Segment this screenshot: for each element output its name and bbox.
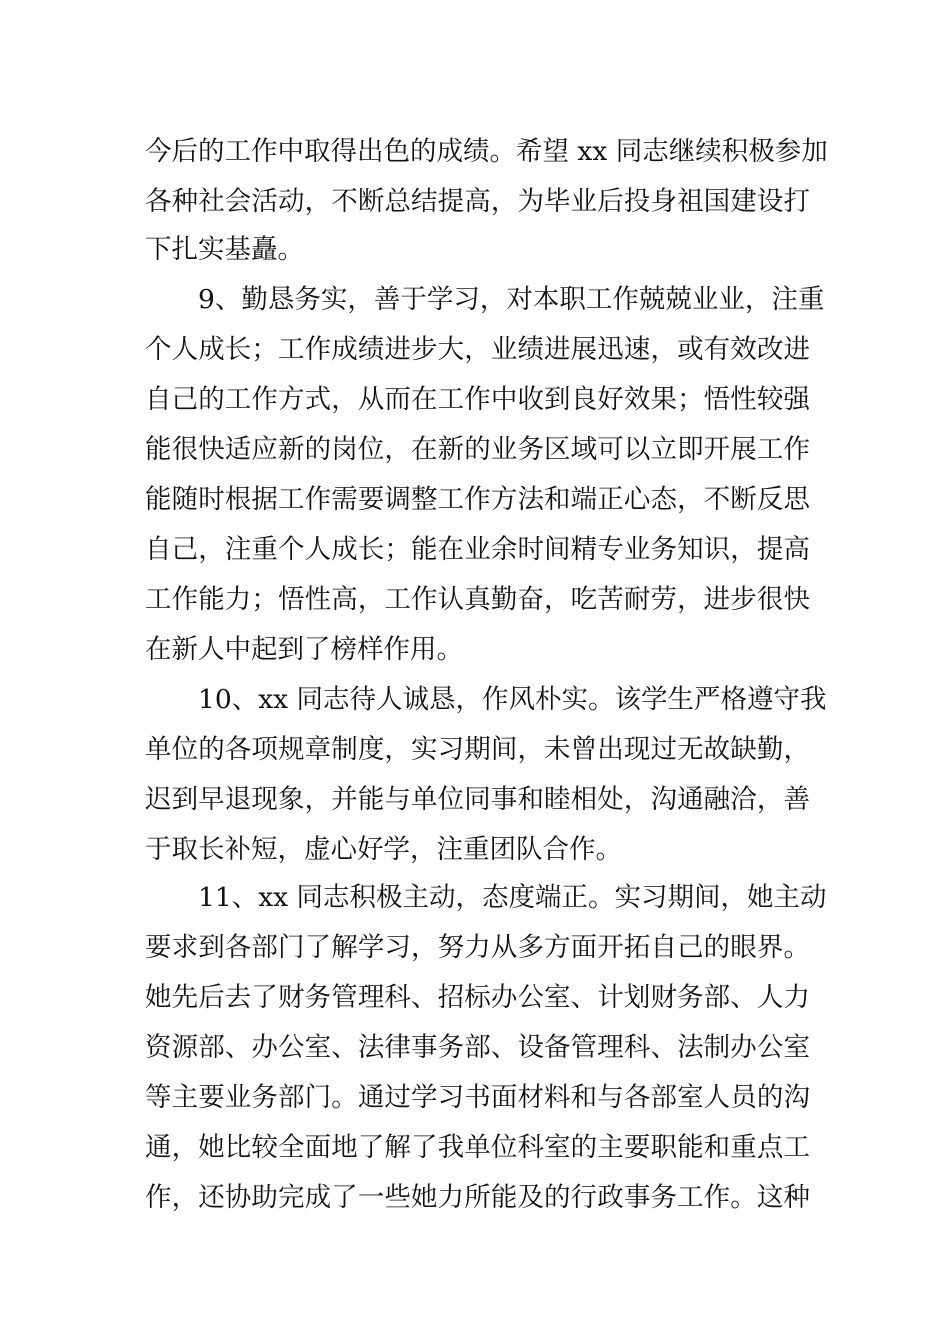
text-line: 迟到早退现象，并能与单位同事和睦相处，沟通融洽，善 (145, 784, 810, 815)
text-line: 自己，注重个人成长；能在业余时间精专业务知识，提高 (145, 534, 810, 565)
text-line: 作，还协助完成了一些她力所能及的行政事务工作。这种 (145, 1182, 810, 1213)
text-line: 能很快适应新的岗位，在新的业务区域可以立即开展工作 (145, 434, 810, 465)
text-line: 能随时根据工作需要调整工作方法和端正心态，不断反思 (145, 484, 810, 515)
text-line: 下扎实基矗。 (145, 234, 304, 265)
text-line: 单位的各项规章制度，实习期间，未曾出现过无故缺勤， (145, 734, 810, 765)
text-line: 她先后去了财务管理科、招标办公室、计划财务部、人力 (145, 982, 810, 1013)
text-line: 自己的工作方式，从而在工作中收到良好效果；悟性较强 (145, 384, 810, 415)
text-line: 今后的工作中取得出色的成绩。希望 xx 同志继续积极参加 (145, 136, 828, 167)
text-line: 于取长补短，虚心好学，注重团队合作。 (145, 834, 622, 865)
paragraph-9-start: 9、勤恳务实，善于学习，对本职工作兢兢业业，注重 (198, 284, 825, 315)
paragraph-10-start: 10、xx 同志待人诚恳，作风朴实。该学生严格遵守我 (198, 684, 827, 715)
text-line: 在新人中起到了榜样作用。 (145, 634, 463, 665)
text-line: 各种社会活动，不断总结提高，为毕业后投身祖国建设打 (145, 186, 810, 217)
text-line: 工作能力；悟性高，工作认真勤奋，吃苦耐劳，进步很快 (145, 584, 810, 615)
text-line: 等主要业务部门。通过学习书面材料和与各部室人员的沟 (145, 1082, 810, 1113)
text-line: 个人成长；工作成绩进步大，业绩进展迅速，或有效改进 (145, 334, 810, 365)
text-line: 资源部、办公室、法律事务部、设备管理科、法制办公室 (145, 1032, 810, 1063)
paragraph-11-start: 11、xx 同志积极主动，态度端正。实习期间，她主动 (198, 882, 827, 913)
text-line: 通，她比较全面地了解了我单位科室的主要职能和重点工 (145, 1132, 810, 1163)
text-line: 要求到各部门了解学习，努力从多方面开拓自己的眼界。 (145, 932, 810, 963)
